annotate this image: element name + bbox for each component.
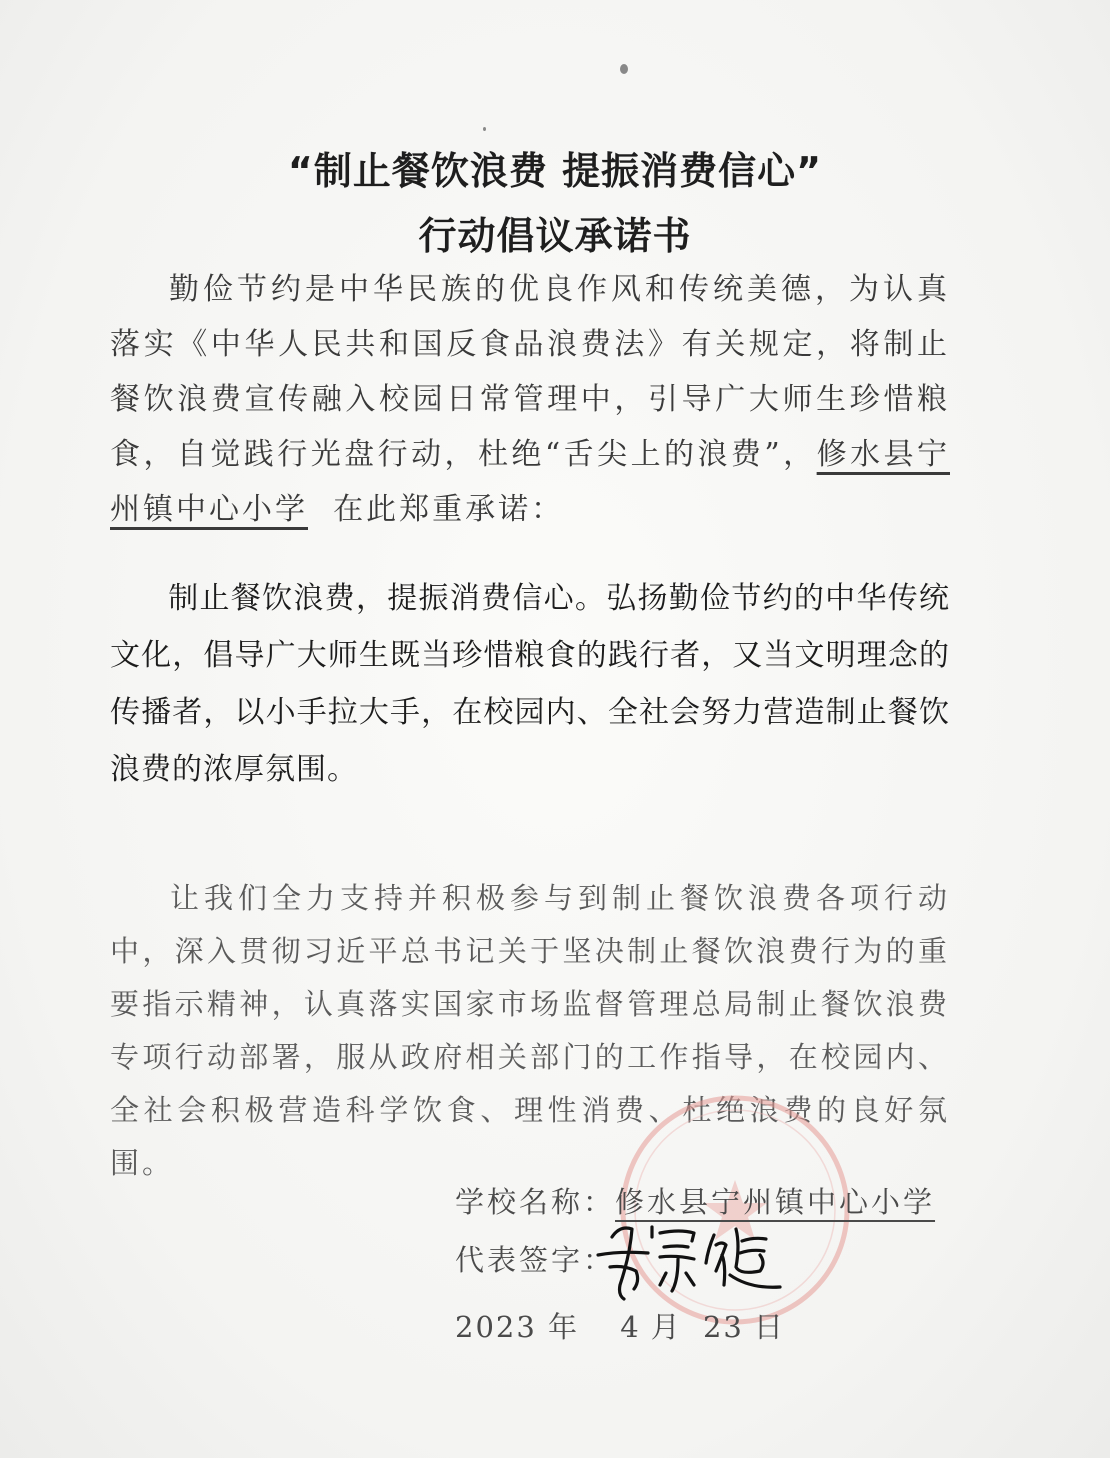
date-day: 23 <box>702 1310 744 1344</box>
scan-speck <box>483 127 486 131</box>
call-to-action-text: 让我们全力支持并积极参与到制止餐饮浪费各项行动中，深入贯彻习近平总书记关于坚决制止餐饮浪费行为的重要指示精神，认真落实国家市场监督管理总局制止餐饮浪费专项行动部署，服从政府相关部门的工作指导，在校园内、全社会积极营造科学饮食、理性消费、杜绝浪费的良好氛围。 <box>110 881 950 1180</box>
date-day-unit: 日 <box>753 1310 785 1344</box>
school-name-label: 学校名称： <box>455 1185 616 1219</box>
date-year: 2023 <box>455 1310 537 1344</box>
document-title-line1: “制止餐饮浪费 提振消费信心” <box>287 149 823 193</box>
date-month: 4 <box>620 1310 641 1344</box>
intro-end: 在此郑重承诺： <box>333 492 565 527</box>
paragraph-intro <box>110 262 950 537</box>
scan-speck <box>620 64 628 74</box>
document-title-line2: 行动倡议承诺书 <box>418 214 692 258</box>
school-name-value: 修水县宁州镇中心小学 <box>615 1185 936 1219</box>
intro-text: 勤俭节约是中华民族的优良作风和传统美德，为认真落实《中华人民共和国反食品浪费法》有关规定，将制止餐饮浪费宣传融入校园日常管理中，引导广大师生珍惜粮食，自觉践行光盘行动，杜绝“舌尖上的浪费”， <box>110 272 950 472</box>
date-month-unit: 月 <box>650 1310 682 1344</box>
date-year-unit: 年 <box>548 1310 580 1344</box>
commitment-text: 制止餐饮浪费，提振消费信心。弘扬勤俭节约的中华传统文化，倡导广大师生既当珍惜粮食的践行者，又当文明理念的传播者，以小手拉大手，在校园内、全社会努力营造制止餐饮浪费的浓厚氛围。 <box>110 581 950 787</box>
date-row <box>455 1305 785 1346</box>
representative-label: 代表签字： <box>455 1243 616 1277</box>
intro-school-name: 修水县宁州镇中心小学 <box>110 437 950 527</box>
paragraph-commitment <box>110 570 950 798</box>
handwritten-signature <box>590 1215 790 1305</box>
